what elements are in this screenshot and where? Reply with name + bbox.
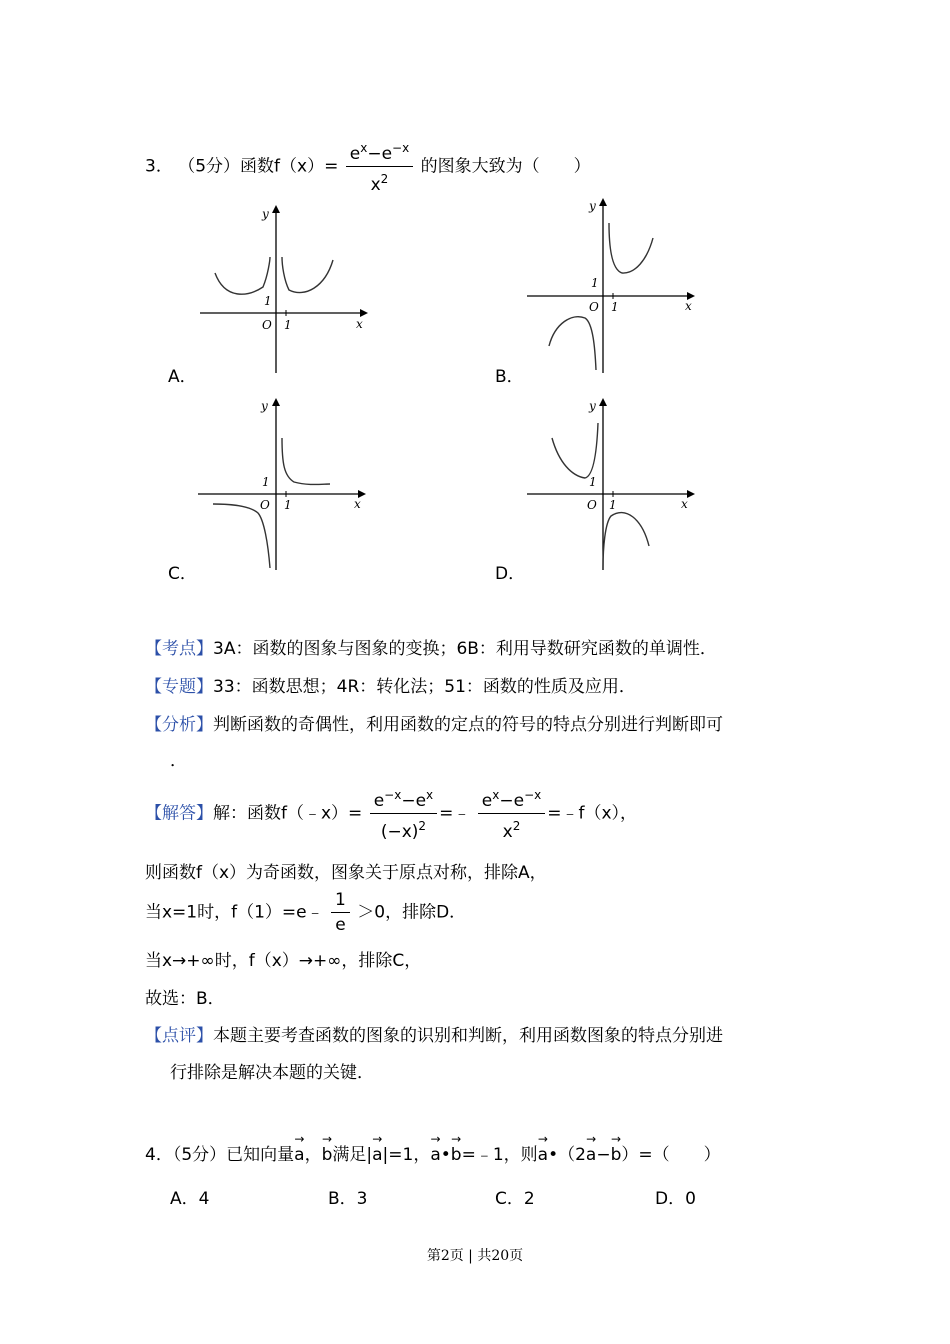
solution-line-5: 故选：B． <box>145 989 225 1009</box>
solution-line-2: 则函数f（x）为奇函数，图象关于原点对称，排除A， <box>145 863 547 883</box>
svg-text:y: y <box>589 199 596 213</box>
svg-text:x: x <box>685 299 692 313</box>
fenxi-cont: ． <box>170 751 187 771</box>
zhuanti-line: 【专题】33：函数思想；4R：转化法；51：函数的性质及应用． <box>145 677 636 697</box>
question-suffix: 的图象大致为（ ） <box>420 156 591 177</box>
question-points: （5分）函数f（x）= <box>178 156 339 177</box>
svg-text:1: 1 <box>284 498 292 512</box>
svg-text:1: 1 <box>284 318 292 332</box>
dianping-tag: 【点评】 <box>145 1026 213 1046</box>
jieda-fraction-1: $\frac{e^{-x}-e^x}{(-x)^2}$ <box>370 785 437 842</box>
svg-text:y: y <box>261 399 268 413</box>
fenxi-line: 【分析】判断函数的奇偶性，利用函数的定点的符号的特点分别进行判断即可 <box>145 715 723 735</box>
dianping-line: 【点评】本题主要考查函数的图象的识别和判断，利用函数图象的特点分别进 <box>145 1026 723 1046</box>
zhuanti-tag: 【专题】 <box>145 677 213 697</box>
svg-text:1: 1 <box>264 294 272 308</box>
page-footer: 第2页 | 共20页 <box>426 1248 524 1264</box>
option-b-label[interactable]: B． <box>495 367 524 387</box>
q4-option-d[interactable]: D．0 <box>655 1189 696 1209</box>
q4-option-a[interactable]: A．4 <box>170 1189 210 1209</box>
svg-text:y: y <box>262 207 269 221</box>
graph-option-b <box>527 198 702 378</box>
option-d-label[interactable]: D． <box>495 564 526 584</box>
svg-text:O: O <box>262 318 272 332</box>
svg-text:1: 1 <box>611 300 619 314</box>
svg-text:1: 1 <box>262 475 270 489</box>
svg-text:1: 1 <box>591 276 599 290</box>
dianping-cont: 行排除是解决本题的关键． <box>170 1063 374 1083</box>
question-number: 3． <box>145 156 173 177</box>
kaodian-line: 【考点】3A：函数的图象与图象的变换；6B：利用导数研究函数的单调性． <box>145 639 717 659</box>
q4-option-c[interactable]: C．2 <box>495 1189 535 1209</box>
graph-option-d <box>527 398 702 573</box>
jieda-tag: 【解答】 <box>145 803 213 824</box>
svg-text:y: y <box>589 399 596 413</box>
svg-text:O: O <box>589 300 599 314</box>
q4-option-b[interactable]: B．3 <box>328 1189 368 1209</box>
kaodian-tag: 【考点】 <box>145 639 213 659</box>
svg-text:x: x <box>681 497 688 511</box>
question-number: 4． <box>145 1145 173 1165</box>
question-4-stem: 4．（5分）已知向量→ a，→ b满足|→ a|=1，→ a•→ b=﹣1，则→ a•（2→ a−→ b）=（ ） <box>145 1140 721 1165</box>
jieda-line: 【解答】解：函数f（﹣x）= $\frac{e^{-x}-e^x}{(-x)^2}$ =﹣ $\frac{e^x-e^{-x}}{x^2}$ =﹣f（x）， <box>145 785 637 842</box>
graph-option-c <box>198 398 373 573</box>
graph-option-a <box>200 205 370 375</box>
svg-text:1: 1 <box>589 475 597 489</box>
jieda-fraction-2: $\frac{e^x-e^{-x}}{x^2}$ <box>478 785 545 842</box>
svg-text:O: O <box>260 498 270 512</box>
function-fraction: $\frac{e^x-e^{-x}}{x^2}$ <box>346 138 413 195</box>
solution-line-4: 当x→+∞时，f（x）→+∞，排除C， <box>145 951 422 971</box>
question-3-stem <box>145 138 591 195</box>
solution-line-3: 当x=1时，f（1）=e﹣ $\frac{1}{e}$ ＞0，排除D． <box>145 890 467 935</box>
option-c-label[interactable]: C． <box>168 564 197 584</box>
option-a-label[interactable]: A． <box>168 367 197 387</box>
svg-text:x: x <box>354 497 361 511</box>
svg-text:O: O <box>587 498 597 512</box>
svg-text:1: 1 <box>609 498 617 512</box>
svg-text:x: x <box>356 317 363 331</box>
fenxi-tag: 【分析】 <box>145 715 213 735</box>
